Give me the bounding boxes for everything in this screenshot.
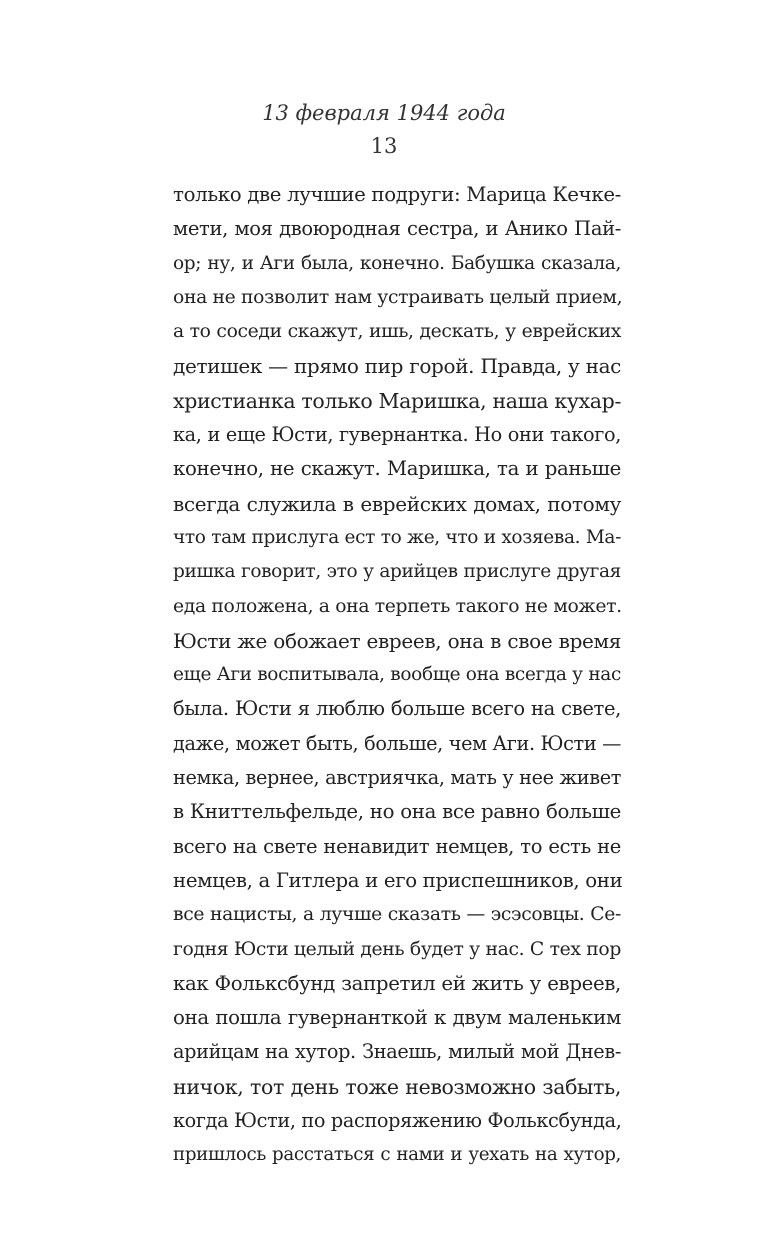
text-line: всегда служила в еврейских домах, потому: [173, 491, 621, 516]
text-line: христианка только Маришка, наша кухар-: [173, 388, 622, 413]
running-head: 13 февраля 1944 года: [262, 101, 506, 125]
text-line: что там прислуга ест то же, что и хозяева. Ма-: [173, 526, 621, 548]
text-line: была. Юсти я люблю больше всего на свете,: [173, 697, 621, 721]
text-line: когда Юсти, по распоряжению Фольксбунда,: [173, 1109, 622, 1133]
text-line: годня Юсти целый день будет у нас. С тех пор: [173, 938, 621, 960]
text-line: ничок, тот день тоже невозможно забыть,: [173, 1074, 621, 1099]
text-line: всего на свете ненавидит немцев, то есть не: [173, 834, 621, 858]
text-line: она пошла гувернанткой к двум маленьким: [173, 1006, 621, 1030]
text-line: еще Аги воспитывала, вообще она всегда у нас: [173, 664, 621, 686]
text-line: ка, и еще Юсти, гувернантка. Но они такого,: [173, 423, 621, 447]
text-line: Юсти же обожает евреев, она в свое время: [173, 628, 621, 653]
body-text: [173, 178, 621, 1173]
text-line: немцев, а Гитлера и его приспешников, они: [173, 868, 623, 892]
text-line: еда положена, а она терпеть такого не может.: [173, 595, 622, 617]
text-line: пришлось расстаться с нами и уехать на хутор,: [173, 1144, 621, 1166]
text-line: в Книттельфельде, но она все равно больше: [173, 800, 621, 824]
text-line: арийцам на хутор. Знаешь, милый мой Днев-: [173, 1040, 621, 1064]
text-line: мети, моя двоюродная сестра, и Анико Пай-: [173, 217, 621, 241]
text-line: ор; ну, и Аги была, конечно. Бабушка сказала,: [173, 252, 621, 274]
page-number: 13: [370, 134, 398, 158]
text-line: только две лучшие подруги: Марица Кечке-: [173, 183, 621, 206]
text-line: даже, может быть, больше, чем Аги. Юсти —: [173, 731, 621, 755]
text-line: конечно, не скажут. Маришка, та и раньше: [173, 457, 621, 481]
text-line: ришка говорит, это у арийцев прислуге другая: [173, 561, 621, 583]
text-line: все нацисты, а лучше сказать — эсэсовцы. Се-: [173, 904, 621, 926]
text-line: она не позволит нам устраивать целый прием,: [173, 286, 623, 308]
text-line: а то соседи скажут, ишь, дескать, у еврейских: [173, 321, 621, 343]
text-line: как Фольксбунд запретил ей жить у евреев,: [173, 971, 621, 995]
text-line: немка, вернее, австриячка, мать у нее живет: [173, 766, 622, 790]
text-line: детишек — прямо пир горой. Правда, у нас: [173, 354, 621, 379]
